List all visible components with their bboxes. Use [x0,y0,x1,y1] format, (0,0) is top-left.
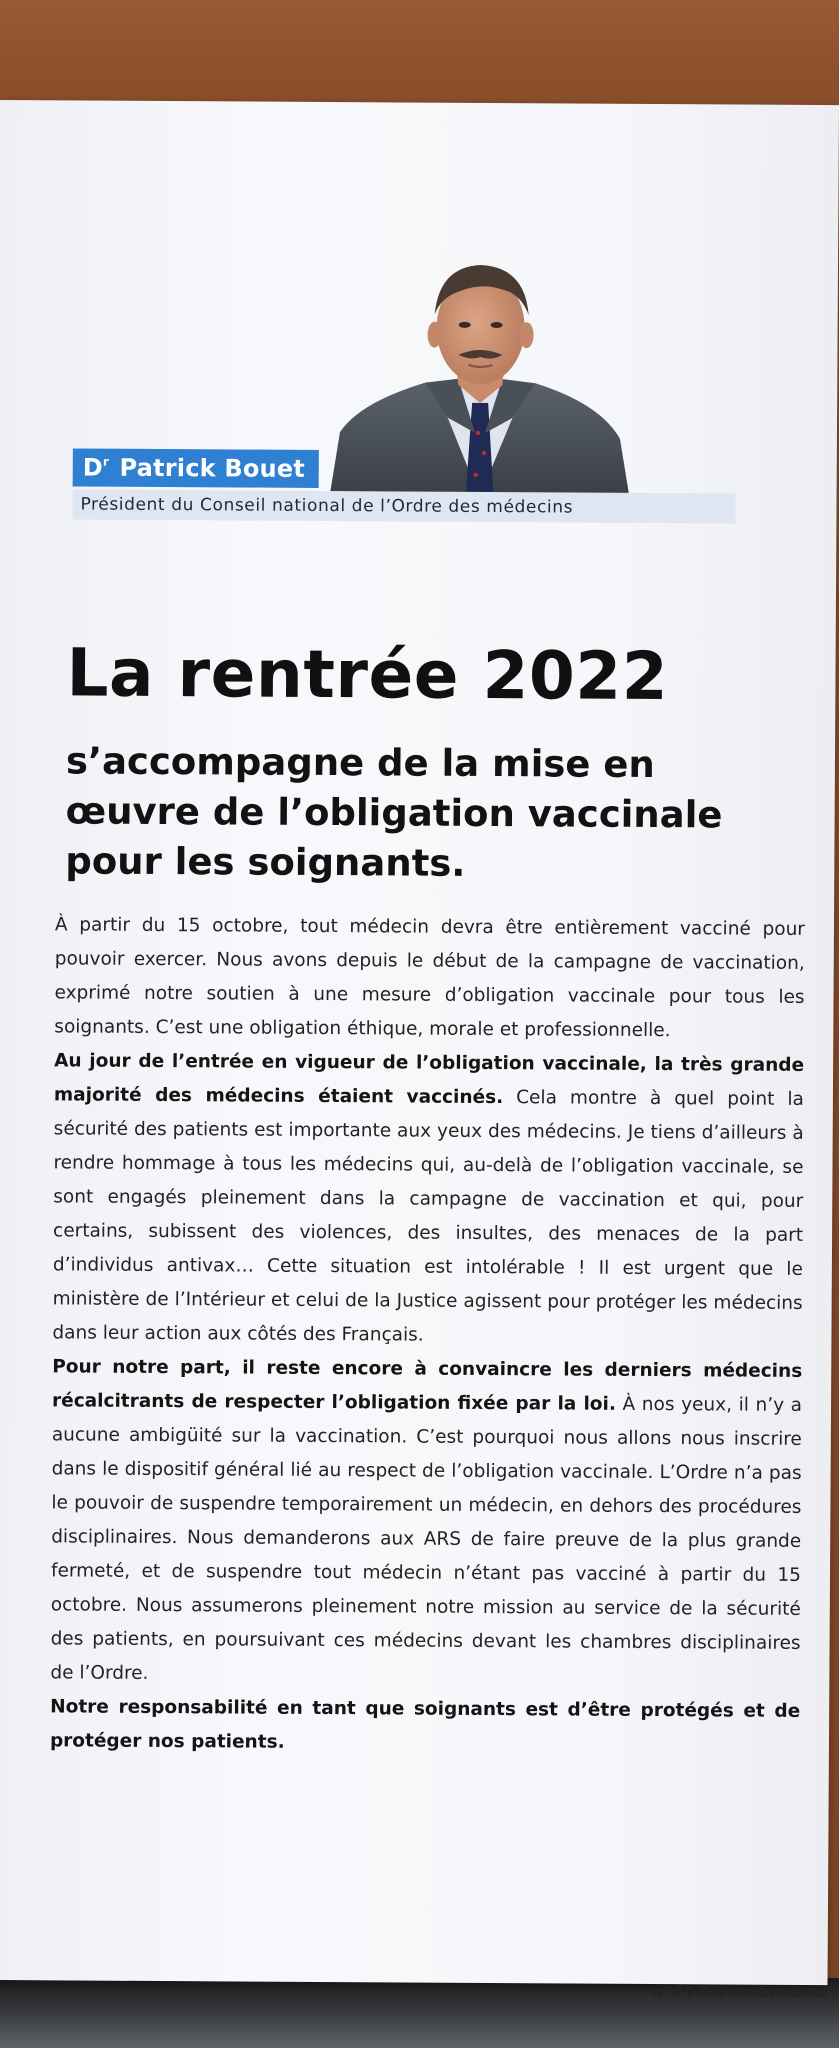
author-prefix: D [82,453,103,482]
paragraph-2 [52,1044,804,1355]
paragraph-4-bold: Notre responsabilité en tant que soignants est d’être protégés et de protéger nos patients. [49,1696,801,1753]
author-name-label [73,448,319,488]
magazine-page [0,100,839,2002]
paragraph-2-bold: Au jour de l’entrée en vigueur de l’obligation vaccinale, la très grande majorité des médecins étaient vaccinés. [53,1050,805,1109]
page-subtitle: s’accompagne de la mise en œuvre de l’obligation vaccinale pour les soignants. [65,739,723,885]
author-role-label: Président du Conseil national de l’Ordre des médecins [72,489,735,523]
paragraph-1: À partir du 15 octobre, tout médecin devra être entièrement vacciné pour pouvoir exercer. Nous avons depuis le début de la campagne de vaccination, exprimé notre soutien à une mesure d’obligation vaccinale pour tous les soignants. C’est une obligation éthique, morale et professionnelle. [54,914,806,1042]
paragraph-3-bold: Pour notre part, il reste encore à convaincre les derniers médecins récalcitrants de respecter l’obligation fixée par la loi. [51,1356,803,1415]
issue-footer: n° 75 Septembre-Octo [652,1984,828,2002]
paragraph-3 [50,1350,802,1695]
paragraph-4 [50,1690,800,1763]
paragraph-2-text: Cela montre à quel point la sécurité des patients est importante aux yeux des médecins. Je tiens d’ailleurs à rendre hommage à tous les médecins qui, au-delà de l’obligation vaccinale, se sont engagés pleinement dans la campagne de vaccination et qui, pour certains, subissent des violences, des insultes, des menaces de la part d’individus antivax… Cette situation est intolérable ! Il est urgent que le ministère de l’Intérieur et celui de la Justice agissent pour protéger les médecins dans leur action aux côtés des Français. [52,1087,804,1346]
article-body [50,908,805,1763]
author-prefix-sup: r [102,454,110,469]
author-name: Patrick Bouet [119,453,306,483]
portrait-photo [330,252,631,498]
paragraph-3-text: À nos yeux, il n’y a aucune ambigüité sur la vaccination. C’est pourquoi nous allons nous inscrire dans le dispositif général lié au respect de l’obligation vaccinale. L’Ordre n’a pas le pouvoir de suspendre temporairement un médecin, en dehors des procédures disciplinaires. Nous demanderons aux ARS de faire preuve de la plus grande fermeté, et de suspendre tout médecin n’étant pas vacciné à partir du 15 octobre. Nous assumerons pleinement notre mission au service de la sécurité des patients, en poursuivant ces médecins devant les chambres disciplinaires de l’Ordre. [50,1393,803,1684]
page-title: La rentrée 2022 [66,634,669,716]
